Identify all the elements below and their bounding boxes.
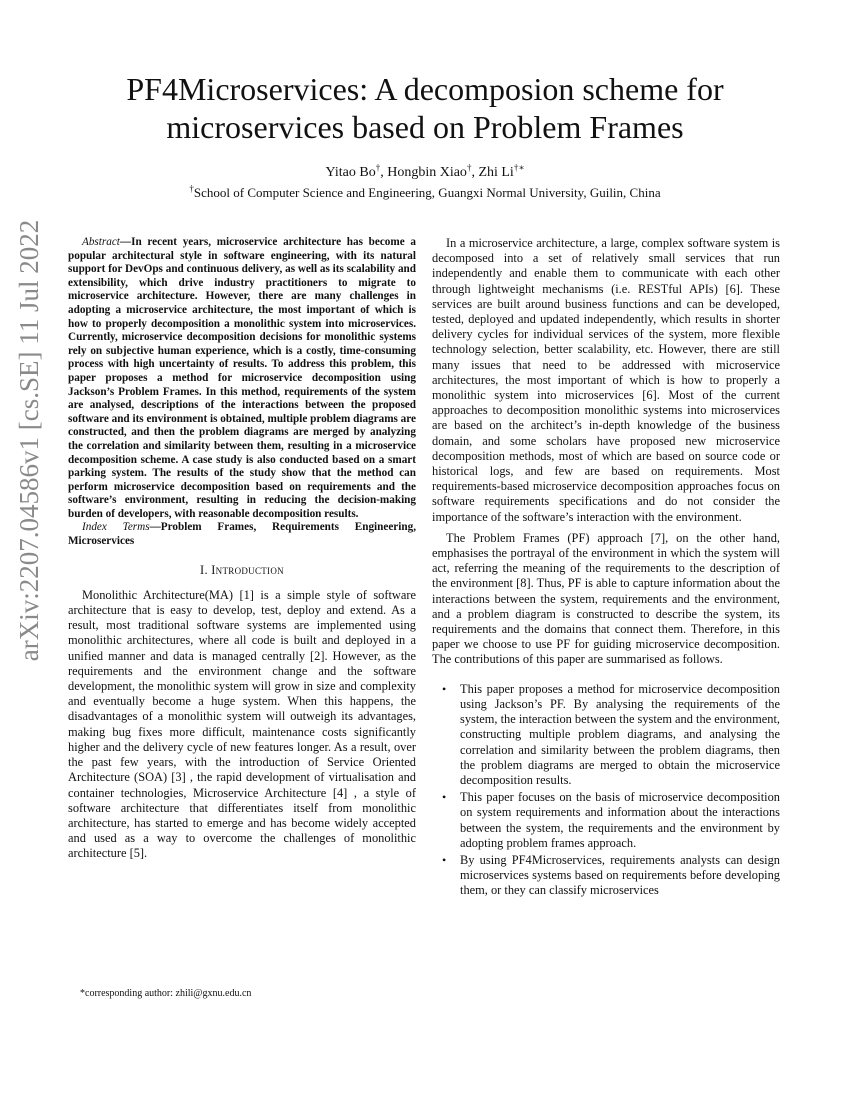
- contribution-list: [432, 682, 780, 899]
- bullet-icon: •: [442, 681, 447, 696]
- author-1-mark: †: [375, 162, 381, 173]
- author-3-mark: †∗: [513, 162, 525, 173]
- introduction-left: [68, 588, 416, 862]
- contribution-text: This paper proposes a method for microservice decomposition using Jackson’s PF. By analysing the requirements of the system, the interaction between the system and the environment, constructing multiple problem diagrams, and analysing the correlation and similarity between the problem diagrams, then the problem diagrams are merged to obtain the microservice decomposition results.: [460, 681, 781, 787]
- arxiv-stamp-text: arXiv:2207.04586v1 [cs.SE] 11 Jul 2022: [14, 219, 45, 661]
- index-terms-label: Index Terms: [82, 521, 150, 534]
- abstract-label: Abstract: [82, 236, 120, 248]
- index-terms: [68, 521, 416, 548]
- right-column: [432, 236, 780, 901]
- paper-title: PF4Microservices: A decomposion scheme for microservices based on Problem Frames: [126, 71, 724, 145]
- intro-paragraph-1: Monolithic Architecture(MA) [1] is a simple style of software architecture that is easy to develop, test, deploy and extend. As a result, most traditional software systems are implemented using monolithic architectures, where all code is built and deployed in a unified manner and data is managed centrally [2]. However, as the requirements and the environment change and the software development, the monolithic system will grow in size and complexity and eventually become a huge system. When this happens, the disadvantages of a monolithic system will outweigh its advantages, making bug fixes more difficult, maintenance costs significantly higher and the delivery cycle of new features longer. As a result, over the past few years, with the introduction of Service Oriented Architecture (SOA) [3] , the rapid development of virtualisation and container technologies, Microservice Architecture [4] , a style of software architecture that differentiates itself from monolithic architecture, has started to emerge and has become widely accepted and used as a way to overcome the challenges of monolithic architecture [5].: [68, 587, 416, 861]
- section-heading-introduction: I. Introduction: [200, 562, 284, 577]
- author-1: Yitao Bo: [325, 165, 376, 180]
- contribution-text: By using PF4Microservices, requirements analysts can design microservices systems based on requirements before developing them, or they can classify microservices: [460, 852, 780, 898]
- footnote: *corresponding author: zhili@gxnu.edu.cn: [80, 988, 252, 999]
- index-terms-dash: —: [149, 521, 161, 534]
- contribution-item: [432, 682, 780, 788]
- affiliation-mark: †: [189, 183, 194, 194]
- contribution-text: This paper focuses on the basis of microservice decomposition on system requirements and information about the interactions between the system, the requirements and the environment by adopting problem frames approach.: [460, 790, 780, 850]
- bullet-icon: •: [442, 790, 447, 805]
- bullet-icon: •: [442, 852, 447, 867]
- left-column: [68, 236, 416, 862]
- affiliation: [60, 184, 790, 201]
- author-2: , Hongbin Xiao: [380, 165, 467, 180]
- abstract-body: In recent years, microservice architecture has become a popular architectural style in software engineering, with its natural support for DevOps and continuous delivery, as well as its scalability and extensibility, which drive industry practitioners to migrate to microservice architecture. However, there are many challenges in adopting a microservice architecture, the most important of which is how to properly decomposition a monolithic system into microservices. Currently, microservice decomposition decisions for monolithic systems rely on subjective human experience, which is a costly, time-consuming process with high uncertainty of results. To address this problem, this paper proposes a method for microservice decomposition using Jackson’s Problem Frames. In this method, requirements of the system are analysed, descriptions of the interactions between the proposed software and its environment is obtained, multiple problem diagrams are constructed, and then the problem diagrams are merged by analyzing the correlation and similarity between them, resulting in a microservice decomposition scheme. A case study is also conducted based on a smart parking system. The results of the study show that the method can perform microservice decomposition based on requirements and the software’s environment, resulting in reducing the decision-making burden of developers, with reasonable decomposition results.: [68, 236, 416, 520]
- author-2-mark: †: [466, 162, 472, 173]
- index-terms-body: Problem Frames, Requirements Engineering, Microservices: [68, 521, 416, 548]
- author-list: [60, 164, 790, 181]
- abstract: [68, 236, 416, 521]
- contribution-item: [432, 790, 780, 851]
- contribution-item: [432, 853, 780, 899]
- arxiv-stamp: [0, 180, 60, 700]
- intro-paragraph-2: In a microservice architecture, a large, complex software system is decomposed into a set of relatively small services that run independently and enable them to communicate with each other through lightweight mechanisms (i.e. RESTful APIs) [6]. These services are built around business functions and can be developed, tested, deployed and updated independently, which results in shorter delivery cycles for individual services of the system, more flexible technology selection, better scalability, etc. However, there are still many issues that need to be addressed with microservice architectures, the most important of which is how to properly a monolithic system into microservices [6]. Most of the current approaches to decomposition monolithic systems into microservices are based on the architect’s in-depth knowledge of the business domain, and some scholars have proposed new microservice decomposition methods, most of which are based on source code or historical logs, and few are based on requirements. Most requirements-based microservice decomposition approaches focus on software requirements specifications and do not consider the importance of the software’s interaction with the environment.: [432, 236, 780, 524]
- intro-paragraph-3: The Problem Frames (PF) approach [7], on the other hand, emphasises the portrayal of the environment in which the system will act, referring the meaning of the requirements to the description of the environment [8]. Thus, PF is able to capture information about the interactions between the system, requirements and the environment, and a problem diagram is constructed to describe the system, its requirements and the domains that connect them. Therefore, in this paper we choose to use PF for guiding microservice decomposition. The contributions of this paper are summarised as follows.: [432, 530, 780, 667]
- affiliation-text: School of Computer Science and Engineering, Guangxi Normal University, Guilin, China: [193, 185, 661, 200]
- author-3: , Zhi Li: [471, 165, 514, 180]
- abstract-dash: —: [119, 236, 132, 248]
